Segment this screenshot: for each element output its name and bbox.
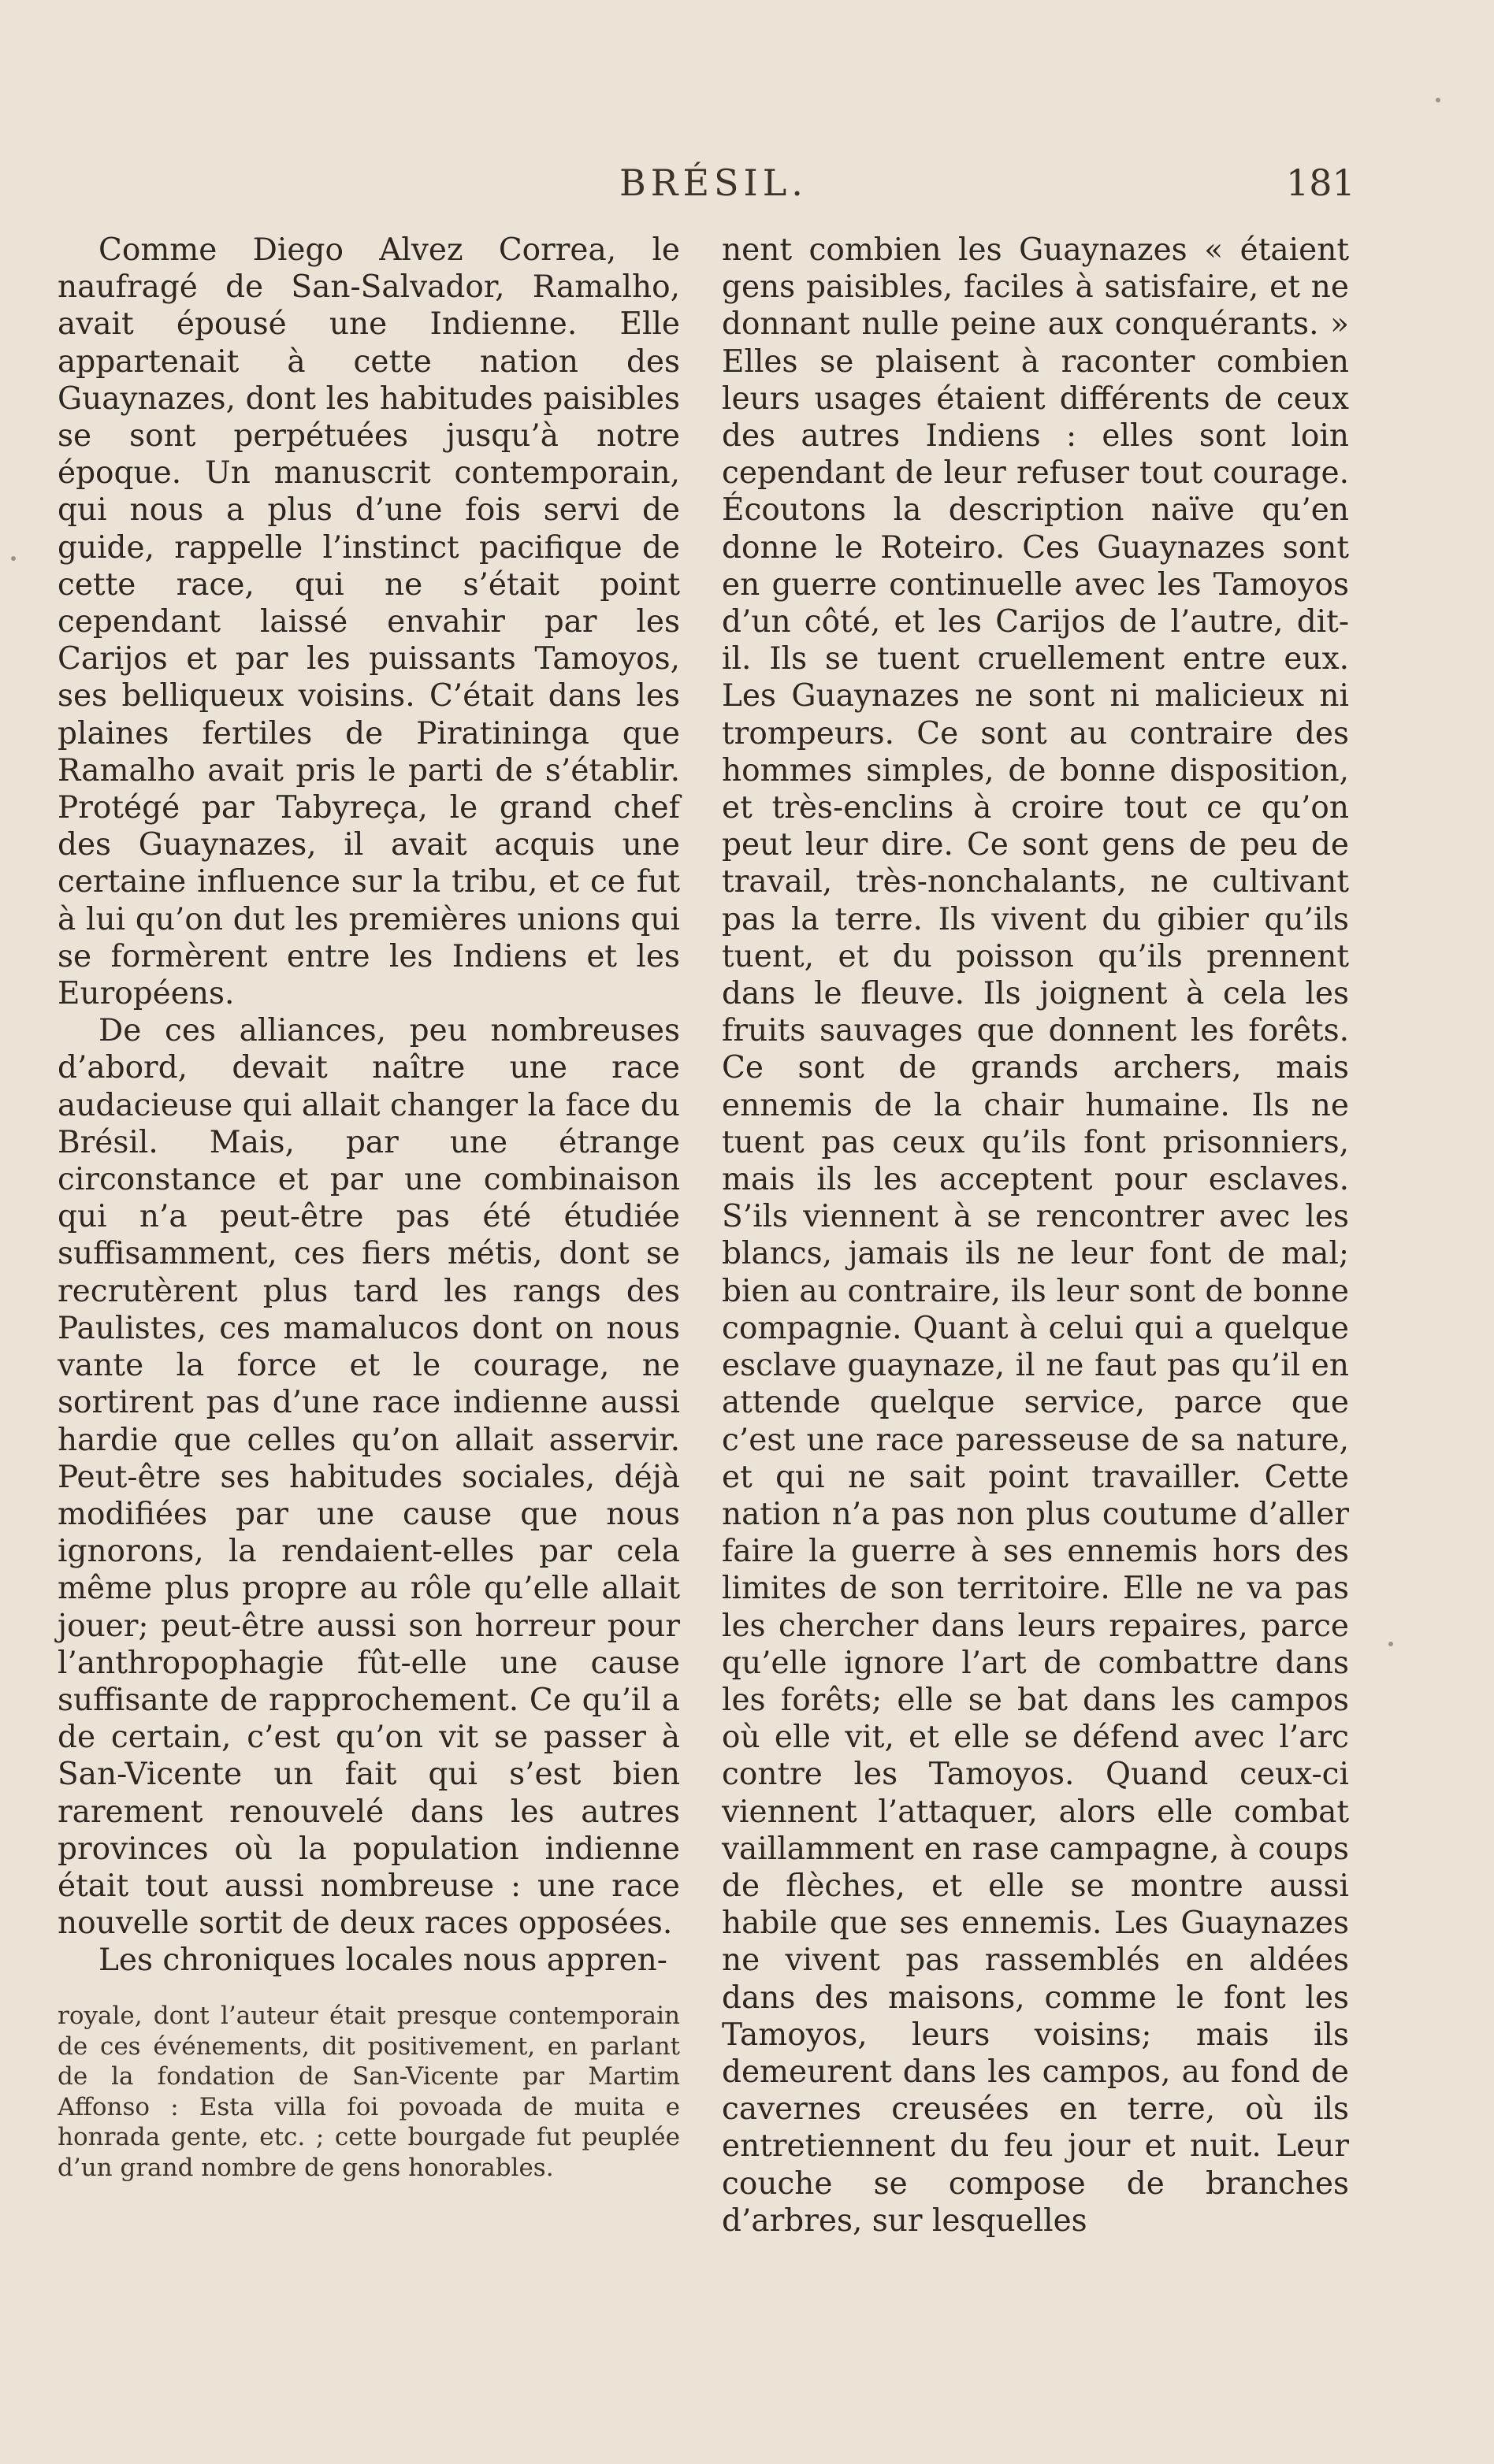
left-column	[58, 232, 680, 1980]
footnote	[58, 2001, 680, 2183]
page-number: 181	[1286, 161, 1355, 204]
right-column	[722, 232, 1349, 2239]
paragraph: Les chroniques locales nous appren-	[98, 1943, 667, 1979]
running-title: BRÉSIL.	[619, 161, 808, 204]
paragraph: nent combien les Guaynazes « étaient gens paisibles, faciles à satisfaire, et ne donnant nulle peine aux conquérants. » Elles se plaisent à raconter combien leurs usages étaient différents de ceux des autres Indiens : elles sont loin cependant de leur refuser tout courage. Écoutons la description naïve qu’en donne le Roteiro. Ces Guaynazes sont en guerre continuelle avec les Tamoyos d’un côté, et les Carijos de l’autre, dit-il. Ils se tuent cruellement entre eux. Les Guaynazes ne sont ni malicieux ni trompeurs. Ce sont au contraire des hommes simples, de bonne disposition, et très-enclins à croire tout ce qu’on peut leur dire. Ce sont gens de peu de travail, très-nonchalants, ne cultivant pas la terre. Ils vivent du gibier qu’ils tuent, et du poisson qu’ils prennent dans le fleuve. Ils joignent à cela les fruits sauvages que donnent les forêts. Ce sont de grands archers, mais ennemis de la chair humaine. Ils ne tuent pas ceux qu’ils font prisonniers, mais ils les acceptent pour esclaves. S’ils viennent à se rencontrer avec les blancs, jamais ils ne leur font de mal; bien au contraire, ils leur sont de bonne compagnie. Quant à celui qui a quelque esclave guaynaze, il ne faut pas qu’il en attende quelque service, parce que c’est une race paresseuse de sa nature, et qui ne sait point travailler. Cette nation n’a pas non plus coutume d’aller faire la guerre à ses ennemis hors des limites de son territoire. Elle ne va pas les chercher dans leurs repaires, parce qu’elle ignore l’art de combattre dans les forêts; elle se bat dans les campos où elle vit, et elle se défend avec l’arc contre les Tamoyos. Quand ceux-ci viennent l’attaquer, alors elle combat vaillamment en rase campagne, à coups de flèches, et elle se montre aussi habile que ses ennemis. Les Guaynazes ne vivent pas rassemblés en aldées dans des maisons, comme le font les Tamoyos, leurs voisins; mais ils demeurent dans les campos, au fond de cavernes creusées en terre, où ils entretiennent du feu jour et nuit. Leur couche se compose de branches d’arbres, sur lesquelles	[722, 232, 1349, 2239]
paper-speck	[1436, 98, 1440, 102]
paper-speck	[1388, 1642, 1393, 1646]
footnote-text: royale, dont l’auteur était presque contemporain de ces événements, dit positivement, en parlant de la fondation de San-Vicente par Martim Affonso : Esta villa foi povoada de muita e honrada gente, etc. ; cette bourgade fut peuplée d’un grand nombre de gens honorables.	[58, 2002, 680, 2182]
paper-speck	[11, 556, 16, 561]
paragraph: De ces alliances, peu nombreuses d’abord, devait naître une race audacieuse qui allait changer la face du Brésil. Mais, par une étrange circonstance et par une combinaison qui n’a peut-être pas été étudiée suffisamment, ces fiers métis, dont se recrutèrent plus tard les rangs des Paulistes, ces mamalucos dont on nous vante la force et le courage, ne sortirent pas d’une race indienne aussi hardie que celles qu’on allait asservir. Peut-être ses habitudes sociales, déjà modifiées par une cause que nous ignorons, la rendaient-elles par cela même plus propre au rôle qu’elle allait jouer; peut-être aussi son horreur pour l’anthropophagie fût-elle une cause suffisante de rapprochement. Ce qu’il a de certain, c’est qu’on vit se passer à San-Vicente un fait qui s’est bien rarement renouvelé dans les autres provinces où la population indienne était tout aussi nombreuse : une race nouvelle sortit de deux races opposées.	[58, 1013, 680, 1942]
paragraph: Comme Diego Alvez Correa, le naufragé de San-Salvador, Ramalho, avait épousé une Indienne. Elle appartenait à cette nation des Guaynazes, dont les habitudes paisibles se sont perpétuées jusqu’à notre époque. Un manuscrit contemporain, qui nous a plus d’une fois servi de guide, rappelle l’instinct pacifique de cette race, qui ne s’était point cependant laissé envahir par les Carijos et par les puissants Tamoyos, ses belliqueux voisins. C’était dans les plaines fertiles de Piratininga que Ramalho avait pris le parti de s’établir. Protégé par Tabyreça, le grand chef des Guaynazes, il avait acquis une certaine influence sur la tribu, et ce fut à lui qu’on dut les premières unions qui se formèrent entre les Indiens et les Européens.	[58, 232, 680, 1012]
